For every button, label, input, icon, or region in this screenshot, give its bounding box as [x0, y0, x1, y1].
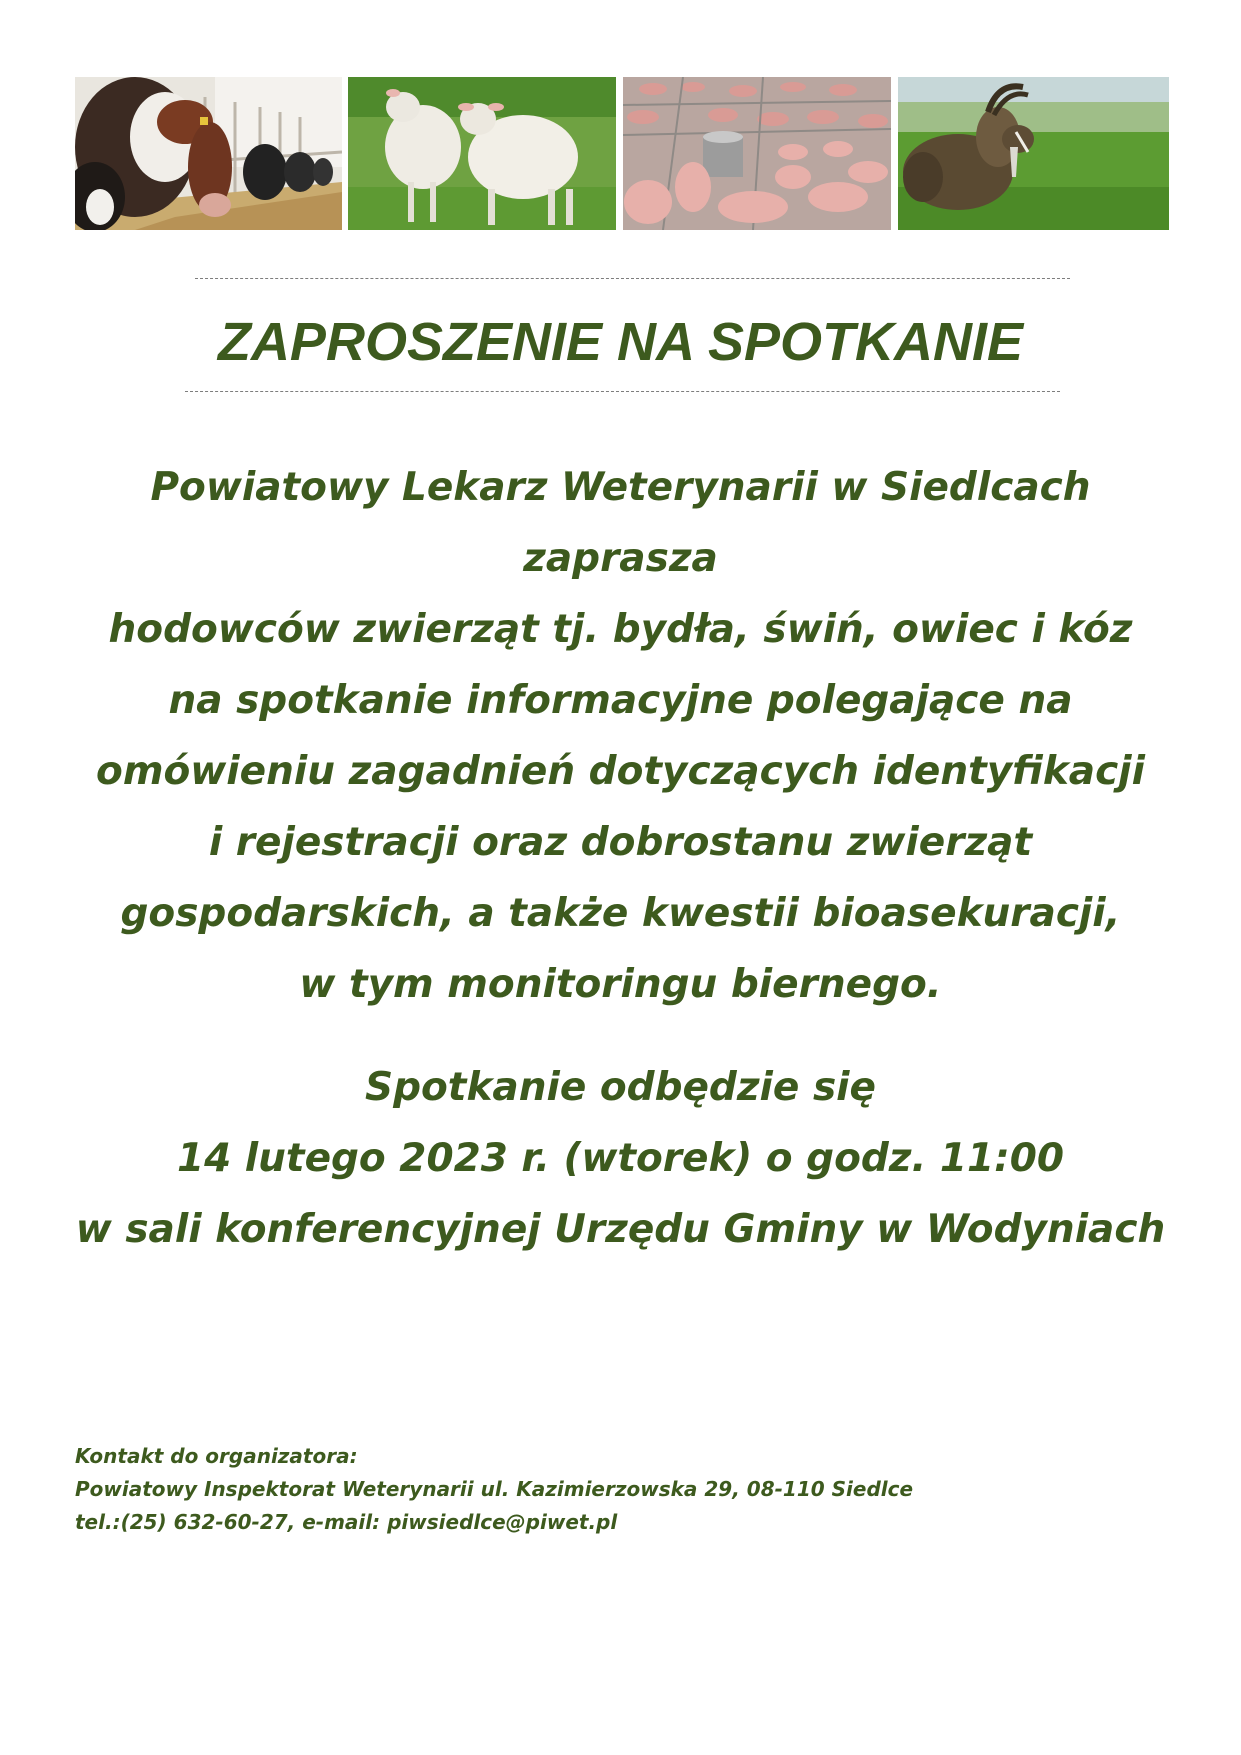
goat-photo: [898, 77, 1169, 230]
contact-phone-email: tel.:(25) 632-60-27, e-mail: piwsiedlce@piwet.pl: [75, 1510, 618, 1534]
meeting-details: [0, 1052, 1241, 1265]
contact-address: Powiatowy Inspektorat Weterynarii ul. Kazimierzowska 29, 08-110 Siedlce: [75, 1477, 914, 1501]
meeting-location-line: w sali konferencyjnej Urzędu Gminy w Wodyniach: [75, 1207, 1166, 1252]
meeting-date-line: 14 lutego 2023 r. (wtorek) o godz. 11:00: [176, 1136, 1065, 1181]
intro-line: zaprasza: [523, 536, 718, 581]
header-photo-strip: [75, 77, 1169, 230]
intro-line: gospodarskich, a także kwestii bioasekuracji,: [120, 891, 1121, 936]
intro-line: Powiatowy Lekarz Weterynarii w Siedlcach: [150, 465, 1091, 510]
bottom-divider: [185, 391, 1060, 392]
pigs-photo: [623, 77, 891, 230]
intro-line: w tym monitoringu biernego.: [299, 962, 942, 1007]
contact-heading: Kontakt do organizatora:: [75, 1444, 358, 1468]
intro-line: omówieniu zagadnień dotyczących identyfikacji: [96, 749, 1145, 794]
meeting-line: Spotkanie odbędzie się: [365, 1065, 876, 1110]
intro-line: hodowców zwierząt tj. bydła, świń, owiec i kóz: [108, 607, 1133, 652]
contact-block: [75, 1440, 913, 1539]
cattle-photo: [75, 77, 342, 230]
sheep-photo: [348, 77, 616, 230]
invitation-text: [0, 452, 1241, 1020]
intro-line: i rejestracji oraz dobrostanu zwierząt: [208, 820, 1033, 865]
intro-line: na spotkanie informacyjne polegające na: [168, 678, 1073, 723]
top-divider: [195, 278, 1070, 279]
page-title: ZAPROSZENIE NA SPOTKANIE: [217, 312, 1024, 372]
